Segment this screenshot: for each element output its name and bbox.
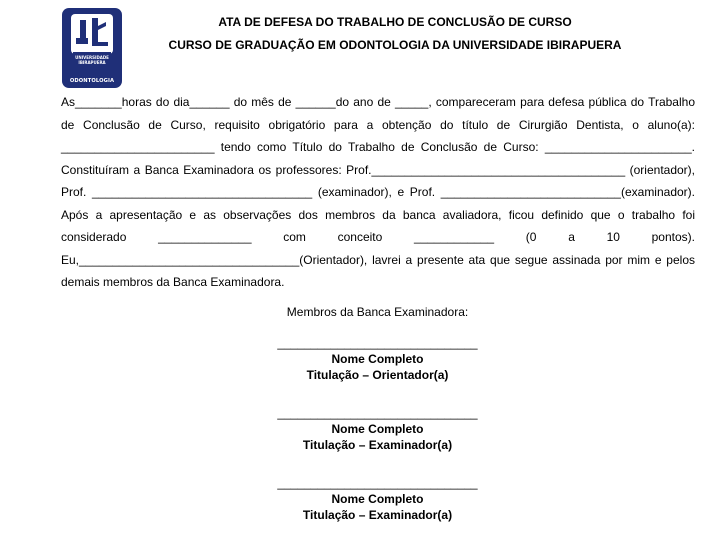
signature-block-orientador — [270, 335, 485, 383]
body-line: considerado ______________ com conceito ____________ (0 a 10 pontos). — [61, 230, 695, 244]
signature-line: ______________________________ — [277, 406, 478, 420]
signature-name: Nome Completo — [331, 422, 424, 436]
members-label: Membros da Banca Examinadora: — [286, 305, 469, 319]
minutes-body — [61, 91, 695, 294]
signature-name: Nome Completo — [331, 352, 424, 366]
signature-title: Titulação – Examinador(a) — [302, 508, 453, 522]
logo-odontologia-text: ODONTOLOGIA — [69, 78, 115, 84]
logo-ibirapuera-text: IBIRAPUERA — [78, 60, 106, 65]
body-line: de Conclusão de Curso, requisito obrigatório para a obtenção do título de Cirurgião Dentista, o aluno(a): — [61, 117, 695, 132]
document-subtitle: CURSO DE GRADUAÇÃO EM ODONTOLOGIA DA UNIVERSIDADE IBIRAPUERA — [168, 38, 622, 52]
signature-line: ______________________________ — [277, 476, 478, 490]
logo-university-text: UNIVERSIDADE — [75, 55, 109, 60]
body-line: As_______horas do dia______ do mês de ______do ano de _____, compareceram para defesa pública do Trabalho — [61, 95, 695, 109]
signature-block-examinador-2 — [270, 475, 485, 523]
body-line: demais membros da Banca Examinadora. — [61, 275, 285, 289]
body-line: Eu,_________________________________(Orientador), lavrei a presente ata que segue assinada por mim e pelos — [61, 252, 695, 267]
document-title: ATA DE DEFESA DO TRABALHO DE CONCLUSÃO DE CURSO — [218, 15, 572, 29]
signature-title: Titulação – Examinador(a) — [302, 438, 453, 452]
signature-line: ______________________________ — [277, 336, 478, 350]
body-line: Constituíram a Banca Examinadora os professores: Prof.______________________________________ (orientador), — [61, 162, 695, 177]
body-line: _______________________ tendo como Título do Trabalho de Conclusão de Curso: ______________________. — [61, 140, 695, 154]
signature-block-examinador-1 — [270, 405, 485, 453]
signature-name: Nome Completo — [331, 492, 424, 506]
body-line: Prof. _________________________________ (examinador), e Prof. ___________________________(examinador). — [61, 185, 695, 199]
signature-title: Titulação – Orientador(a) — [306, 368, 449, 382]
body-line: Após a apresentação e as observações dos membros da banca avaliadora, ficou definido que o trabalho foi — [61, 207, 695, 222]
